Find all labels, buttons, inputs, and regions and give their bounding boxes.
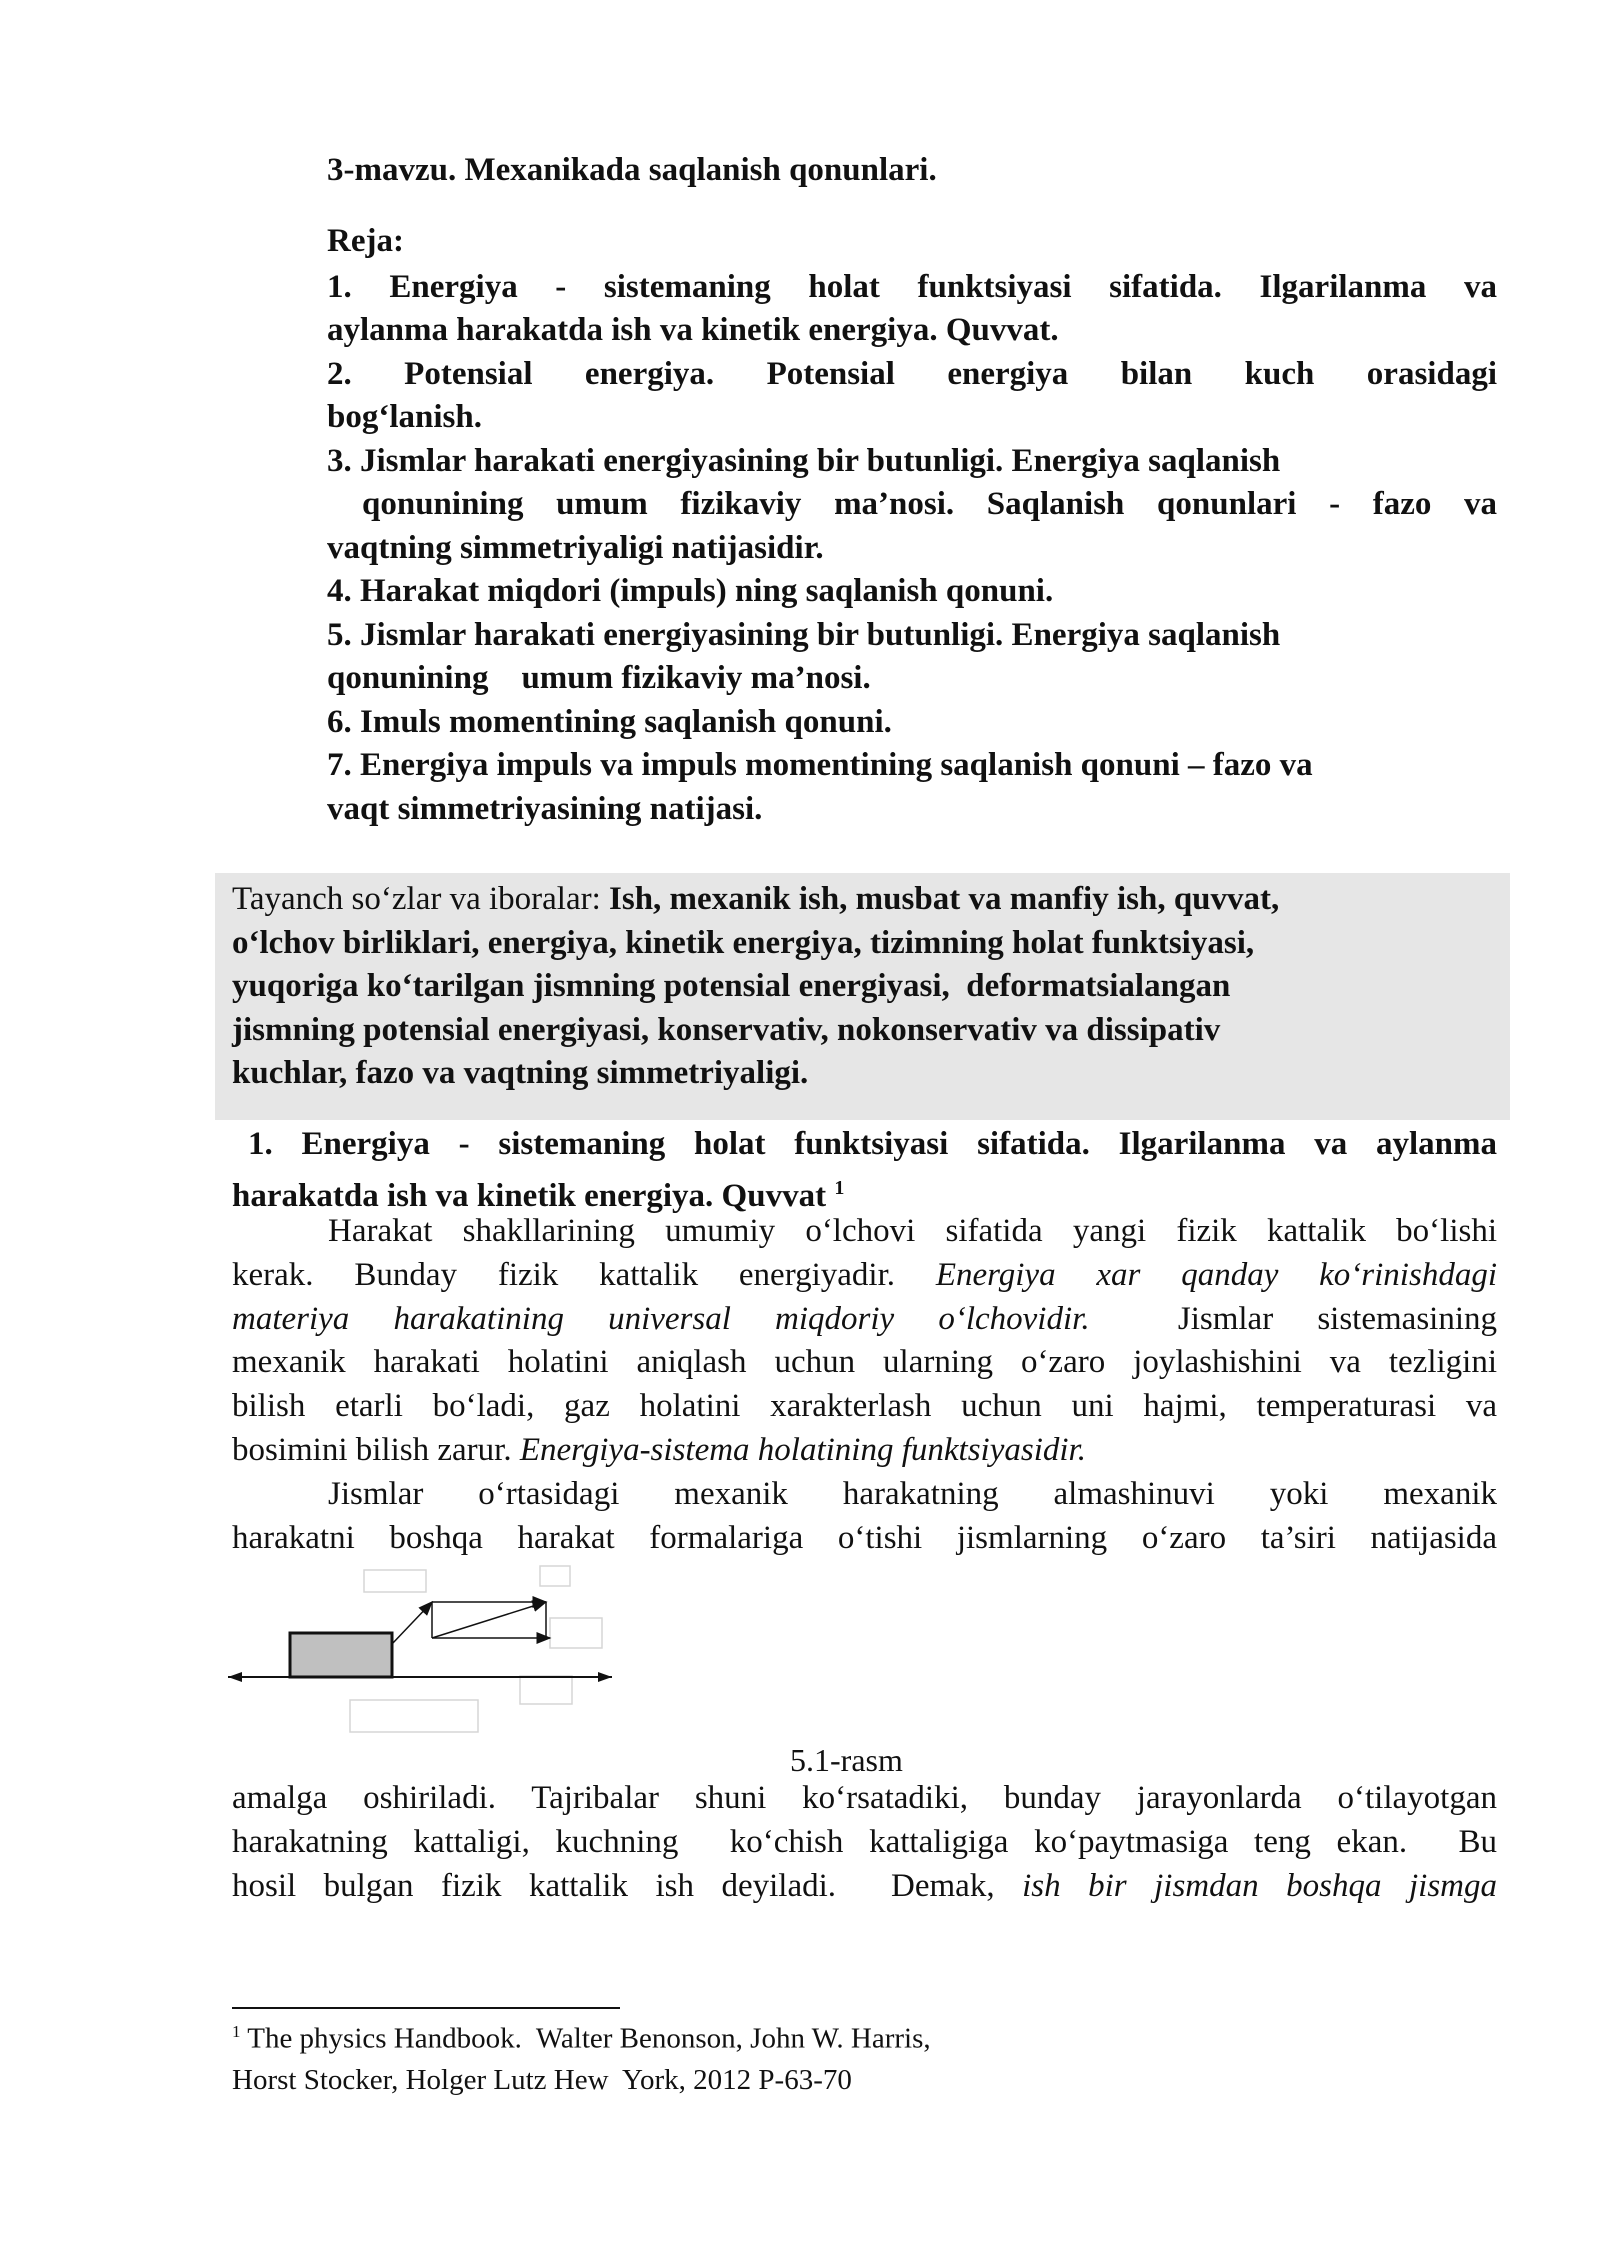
plan-line: qonunining umum fizikaviy ma’nosi. Saqlanish qonunlari - fazo va <box>362 486 1497 522</box>
text-line: kerak. Bunday fizik kattalik energiyadir. Energiya xar qanday ko‘rinishdagi <box>232 1256 1497 1293</box>
text-line: Jismlar o‘rtasidagi mexanik harakatning almashinuvi yoki mexanik <box>328 1476 1497 1512</box>
text-line: Harakat shakllarining umumiy o‘lchovi sifatida yangi fizik kattalik bo‘lishi <box>328 1213 1497 1249</box>
connector-arrow <box>392 1602 432 1644</box>
text-line: materiya harakatining universal miqdoriy o‘lchovidir. Jismlar sistemasining <box>232 1300 1497 1337</box>
plan-line: vaqtning simmetriyaligi natijasidir. <box>327 529 824 566</box>
label-placeholder <box>350 1700 478 1732</box>
label-placeholder <box>540 1566 570 1586</box>
plan-list <box>327 220 1497 831</box>
figure-caption: 5.1-rasm <box>790 1742 903 1778</box>
plan-line: 2. Potensial energiya. Potensial energiya bilan kuch orasidagi <box>327 355 1497 392</box>
text-line: harakatning kattaligi, kuchning ko‘chish kattaligiga ko‘paytmasiga teng ekan. Bu <box>232 1823 1497 1860</box>
footnote-ref: 1 <box>834 1176 845 1199</box>
plan-line: qonunining umum fizikaviy ma’nosi. <box>327 660 871 696</box>
plan-line: 4. Harakat miqdori (impuls) ning saqlanish qonuni. <box>327 573 1054 609</box>
text-line: mexanik harakati holatini aniqlash uchun ularning o‘zaro joylashishini va tezligini <box>232 1344 1497 1381</box>
text-line: bilish etarli bo‘ladi, gaz holatini xarakterlash uchun uni hajmi, temperaturasi va <box>232 1388 1497 1425</box>
plan-line: 6. Imuls momentining saqlanish qonuni. <box>327 703 892 740</box>
arrow-right-icon <box>598 1672 612 1682</box>
keywords-line: jismning potensial energiyasi, konservativ, nokonservativ va dissipativ <box>232 1011 1221 1048</box>
paragraph <box>232 1210 1497 1473</box>
plan-line: 7. Energiya impuls va impuls momentining saqlanish qonuni – fazo va <box>327 747 1313 783</box>
plan-heading: Reja: <box>327 223 404 259</box>
label-placeholder <box>364 1570 426 1592</box>
keywords-text <box>232 878 1492 1096</box>
plan-line: bog‘lanish. <box>327 399 482 435</box>
plan-line: 3. Jismlar harakati energiyasining bir butunligi. Energiya saqlanish <box>327 442 1281 479</box>
page-title: 3-mavzu. Mexanikada saqlanish qonunlari. <box>327 152 937 188</box>
text-line: hosil bulgan fizik kattalik ish deyiladi. Demak, ish bir jismdan boshqa jismga <box>232 1867 1497 1904</box>
footnote-line: $^1$ The physics Handbook. Walter Benonson, John W. Harris, <box>232 2022 931 2055</box>
text-line: bosimini bilish zarur. Energiya-sistema holatining funktsiyasidir. <box>232 1431 1086 1468</box>
keywords-line: kuchlar, fazo va vaqtning simmetriyaligi. <box>232 1055 809 1091</box>
footnote-mark: 1 <box>232 2022 241 2041</box>
plan-line: 1. Energiya - sistemaning holat funktsiyasi sifatida. Ilgarilanma va <box>327 268 1497 305</box>
plan-item <box>327 744 1497 831</box>
footnote-separator <box>232 2007 620 2009</box>
figure-force-diagram <box>220 1558 640 1738</box>
plan-item <box>327 266 1497 353</box>
section-heading-line: harakatda ish va kinetik energiya. Quvvat <box>232 1177 835 1214</box>
label-placeholder <box>520 1676 572 1704</box>
plan-item <box>327 614 1497 701</box>
force-vector <box>432 1602 546 1638</box>
plan-line: aylanma harakatda ish va kinetik energiya. Quvvat. <box>327 312 1059 348</box>
footnote-line: Horst Stocker, Holger Lutz Hew York, 2012 P-63-70 <box>232 2064 852 2096</box>
text-line: amalga oshiriladi. Tajribalar shuni ko‘rsatadiki, bunday jarayonlarda o‘tilayotgan <box>232 1780 1497 1816</box>
paragraph <box>232 1473 1497 1561</box>
moving-block <box>290 1633 392 1677</box>
plan-item <box>327 701 1497 745</box>
section-heading-line: 1. Energiya - sistemaning holat funktsiyasi sifatida. Ilgarilanma va aylanma <box>248 1126 1497 1162</box>
arrow-left-icon <box>228 1672 242 1682</box>
keywords-line: o‘lchov birliklari, energiya, kinetik energiya, tizimning holat funktsiyasi, <box>232 924 1255 961</box>
plan-item <box>327 353 1497 440</box>
plan-item <box>327 570 1497 614</box>
label-placeholder <box>550 1618 602 1648</box>
paragraph <box>232 1777 1497 1908</box>
section-heading <box>232 1123 1497 1218</box>
keywords-line: Tayanch so‘zlar va iboralar: Ish, mexanik ish, musbat va manfiy ish, quvvat, <box>232 881 1280 917</box>
plan-line: 5. Jismlar harakati energiyasining bir butunligi. Energiya saqlanish <box>327 616 1281 653</box>
plan-item <box>327 440 1497 571</box>
text-line: harakatni boshqa harakat formalariga o‘tishi jismlarning o‘zaro ta’siri natijasida <box>232 1519 1497 1556</box>
keywords-line: yuqoriga ko‘tarilgan jismning potensial energiyasi, deformatsialangan <box>232 968 1231 1004</box>
plan-line: vaqt simmetriyasining natijasi. <box>327 790 763 827</box>
keywords-label: Tayanch so‘zlar va iboralar: <box>232 881 610 917</box>
